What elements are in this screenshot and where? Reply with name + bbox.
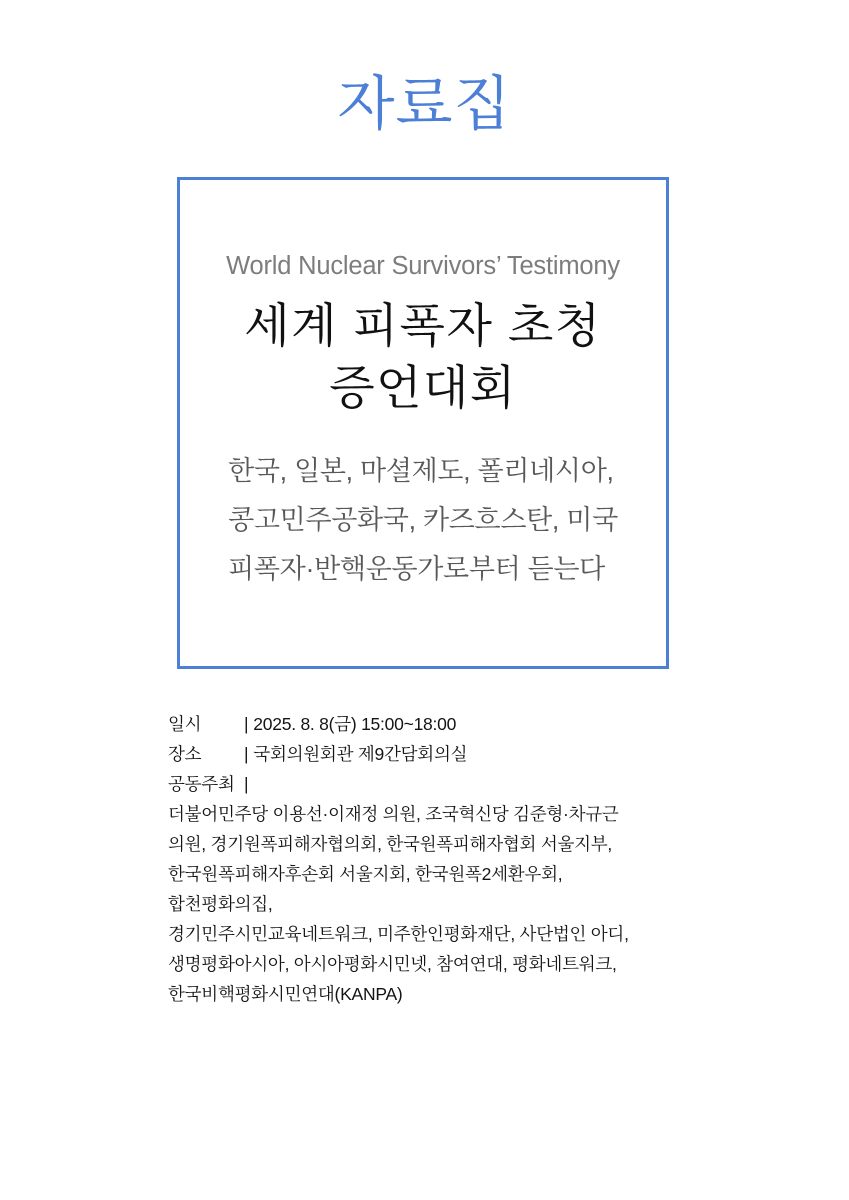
hero-frame	[177, 177, 669, 669]
organizer-line: 경기민주시민교육네트워크, 미주한인평화재단, 사단법인 아디,	[168, 924, 629, 944]
organizers-label: 공동주최	[168, 774, 235, 794]
venue-separator: |	[244, 744, 249, 764]
event-details	[168, 709, 728, 1009]
event-title	[244, 295, 601, 419]
organizer-line: 한국비핵평화시민연대(KANPA)	[168, 984, 403, 1004]
organizer-line: 생명평화아시아, 아시아평화시민넷, 참여연대, 평화네트워크,	[168, 954, 617, 974]
venue-value: 국회의원회관 제9간담회의실	[253, 744, 468, 764]
venue-label: 장소	[168, 744, 202, 764]
document-title: 자료집	[337, 71, 512, 137]
organizer-line: 한국원폭피해자후손회 서울지회, 한국원폭2세환우회,	[168, 864, 563, 884]
participating-countries	[228, 447, 618, 594]
detail-row-datetime	[168, 709, 728, 739]
hero-content	[180, 180, 666, 666]
english-subtitle: World Nuclear Survivors’ Testimony	[226, 252, 620, 280]
event-title-line-1: 세계 피폭자 초청	[244, 299, 602, 353]
event-title-line-2: 증언대회	[329, 361, 517, 415]
country-line-3: 피폭자·반핵운동가로부터 듣는다	[228, 554, 605, 585]
detail-row-organizers	[168, 769, 728, 799]
datetime-label: 일시	[168, 714, 202, 734]
detail-row-venue	[168, 739, 728, 769]
country-line-2: 콩고민주공화국, 카즈흐스탄, 미국	[228, 505, 618, 536]
datetime-separator: |	[244, 714, 249, 734]
organizer-line: 의원, 경기원폭피해자협의회, 한국원폭피해자협회 서울지부,	[168, 834, 613, 854]
organizer-line: 합천평화의집,	[168, 894, 273, 914]
country-line-1: 한국, 일본, 마셜제도, 폴리네시아,	[228, 456, 614, 487]
organizers-separator: |	[244, 774, 249, 794]
organizer-line: 더불어민주당 이용선·이재정 의원, 조국혁신당 김준형·차규근	[168, 804, 619, 824]
datetime-value: 2025. 8. 8(금) 15:00~18:00	[253, 714, 457, 734]
